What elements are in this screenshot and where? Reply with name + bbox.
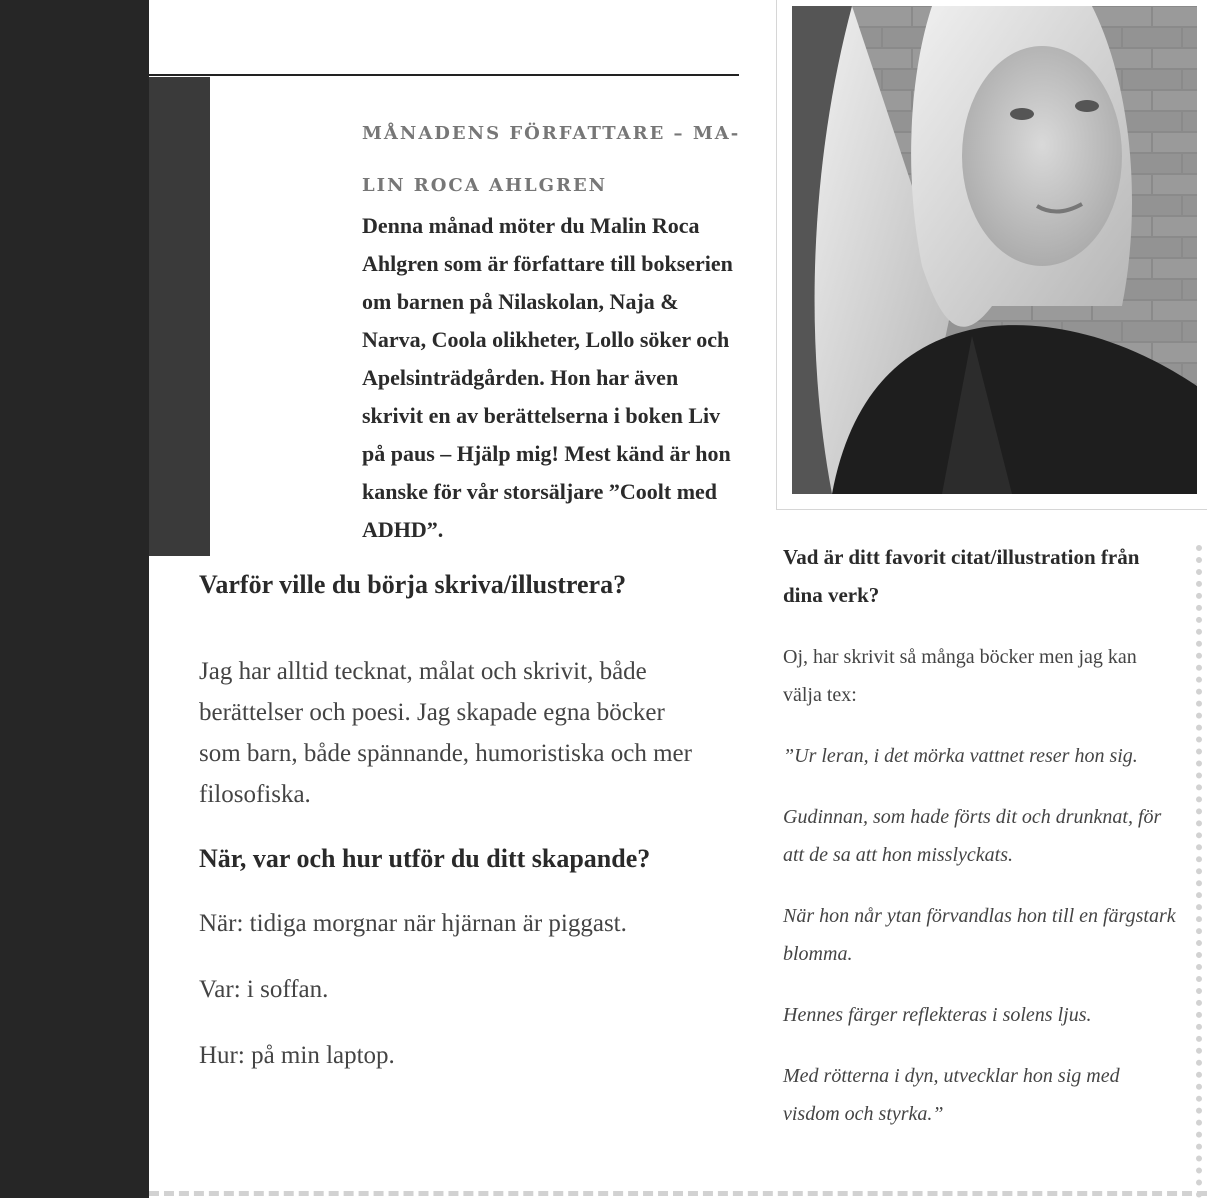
answer-where: Var: i soffan. — [199, 976, 329, 1003]
author-photo-frame — [776, 0, 1207, 510]
bottom-dashed-border — [149, 1191, 1207, 1196]
left-column — [199, 565, 699, 1076]
quote-line-4: Hennes färger reflekteras i solens ljus. — [783, 1004, 1092, 1026]
answer-how: Hur: på min laptop. — [199, 1042, 395, 1069]
right-column — [783, 538, 1178, 1133]
right-dashed-border — [1196, 545, 1202, 1198]
question-favorite-quote: Vad är ditt favorit citat/illustration från dina verk? — [783, 545, 1140, 607]
quote-line-1: ”Ur leran, i det mörka vattnet reser hon sig. — [783, 745, 1138, 767]
answer-favorite-quote: Oj, har skrivit så många böcker men jag kan välja tex: — [783, 646, 1137, 706]
question-why-write: Varför ville du börja skriva/illustrera? — [199, 570, 627, 599]
answer-when: När: tidiga morgnar när hjärnan är piggast. — [199, 910, 627, 937]
intro-dark-block — [149, 77, 210, 556]
quote-line-3: När hon når ytan förvandlas hon till en färgstark blomma. — [783, 905, 1176, 965]
quote-line-5: Med rötterna i dyn, utvecklar hon sig med visdom och styrka.” — [783, 1065, 1120, 1125]
kicker-line-1: MÅNADENS FÖRFATTARE – MA- — [362, 123, 741, 144]
article-kicker — [362, 108, 742, 212]
question-when-where-how: När, var och hur utför du ditt skapande? — [199, 844, 651, 873]
answer-why-write: Jag har alltid tecknat, målat och skrivit, både berättelser och poesi. Jag skapade egna böcker som barn, både spännande, humoristiska och mer filosofiska. — [199, 658, 692, 808]
lead-paragraph: Denna månad möter du Malin Roca Ahlgren som är författare till bokserien om barnen på Nilaskolan, Naja & Narva, Coola olikheter, Lollo söker och Apelsinträdgården. Hon har även skrivit en av berättelserna i boken Liv på paus – Hjälp mig! Mest känd är hon kanske för vår storsäljare ”Coolt med ADHD”. — [362, 213, 733, 542]
top-rule — [149, 74, 739, 76]
kicker-line-2: LIN ROCA AHLGREN — [362, 175, 608, 196]
author-photo — [792, 6, 1197, 494]
left-dark-bar — [0, 0, 149, 1198]
quote-line-2: Gudinnan, som hade förts dit och drunknat, för att de sa att hon misslyckats. — [783, 806, 1162, 866]
